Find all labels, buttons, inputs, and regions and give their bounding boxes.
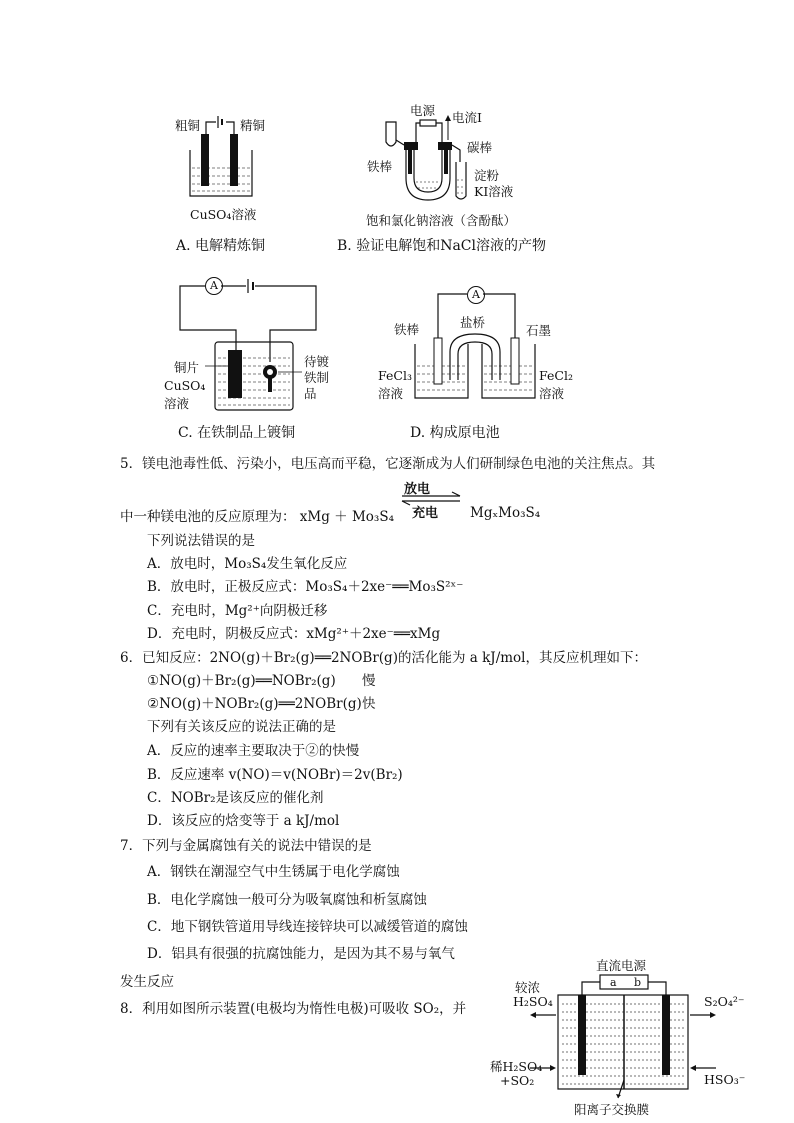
ammeter-d: A — [467, 286, 485, 304]
iron-rod-label-d: 铁棒 — [394, 322, 420, 337]
graphite-label: 石墨 — [526, 323, 552, 338]
hso3-label: HSO₃⁻ — [704, 1072, 746, 1087]
q5-option-d: D．充电时，阴极反应式：xMg²⁺＋2xe⁻══xMg — [147, 626, 441, 642]
q7-option-c: C．地下钢铁管道用导线连接锌块可以减缓管道的腐蚀 — [147, 919, 468, 935]
q6-option-a: A．反应的速率主要取决于②的快慢 — [147, 743, 360, 759]
q8-line1: 8．利用如图所示装置(电极均为惰性电极)可吸收 SO₂，并 — [120, 1001, 467, 1017]
plated-label-2: 铁制 — [304, 370, 330, 385]
q6-option-c: C．NOBr₂是该反应的催化剂 — [147, 790, 324, 806]
current-label: 电流I — [452, 110, 482, 125]
power-source-label: 电源 — [410, 103, 436, 118]
plated-label-3: 品 — [304, 386, 317, 401]
q5-product: MgₓMo₃S₄ — [470, 505, 541, 521]
q6-line1: 6．已知反应：2NO(g)＋Br₂(g)══2NOBr(g)的活化能为 a kJ/mol，其反应机理如下： — [120, 650, 647, 666]
q6-step2-speed: 快 — [362, 696, 376, 712]
pure-copper-label: 精铜 — [240, 118, 266, 133]
terminal-b: b — [634, 976, 642, 989]
q6-step2: ②NO(g)＋NOBr₂(g)══2NOBr(g) — [147, 696, 362, 712]
q7-line1: 7．下列与金属腐蚀有关的说法中错误的是 — [120, 838, 372, 854]
q6-stem: 下列有关该反应的说法正确的是 — [147, 719, 336, 735]
carbon-rod-label: 碳棒 — [467, 140, 493, 155]
ki-solution-label: KI溶液 — [474, 184, 514, 199]
solution-left-label: 溶液 — [378, 386, 404, 401]
q5-option-b: B．放电时，正极反应式：Mo₃S₄＋2xe⁻══Mo₃S²ˣ⁻ — [147, 579, 464, 595]
dc-power-label: 直流电源 — [596, 958, 647, 973]
caption-c: C. 在铁制品上镀铜 — [178, 425, 296, 441]
cuso4-solution-label: CuSO₄溶液 — [190, 207, 257, 222]
caption-b: B. 验证电解饱和NaCl溶液的产物 — [337, 238, 546, 254]
q5-arrow-charge: 充电 — [412, 506, 439, 521]
dilute-h2so4-label: 稀H₂SO₄ — [490, 1059, 543, 1074]
caption-d: D. 构成原电池 — [410, 425, 500, 441]
q7-continuation: 发生反应 — [120, 974, 174, 990]
q6-option-d: D．该反应的焓变等于 a kJ/mol — [147, 813, 340, 829]
solution-right-label: 溶液 — [539, 386, 565, 401]
q5-line1: 5．镁电池毒性低、污染小，电压高而平稳，它逐渐成为人们研制绿色电池的关注焦点。其 — [120, 456, 656, 472]
q7-option-b: B．电化学腐蚀一般可分为吸氧腐蚀和析氢腐蚀 — [147, 892, 427, 908]
q5-arrow-discharge: 放电 — [404, 482, 431, 497]
fecl2-label: FeCl₂ — [539, 368, 573, 383]
q7-option-d: D．铝具有很强的抗腐蚀能力，是因为其不易与氧气 — [147, 946, 455, 962]
so2-in-label: +SO₂ — [500, 1073, 535, 1088]
solution-label-c: 溶液 — [164, 396, 190, 411]
h2so4-out-label: H₂SO₄ — [513, 994, 553, 1009]
crude-copper-label: 粗铜 — [175, 118, 201, 133]
copper-sheet-label: 铜片 — [174, 360, 200, 375]
q6-option-b: B．反应速率 v(NO)＝v(NOBr)＝2v(Br₂) — [147, 767, 403, 783]
q7-option-a: A．钢铁在潮湿空气中生锈属于电化学腐蚀 — [147, 864, 400, 880]
caption-a: A. 电解精炼铜 — [176, 238, 266, 254]
iron-rod-label: 铁棒 — [367, 159, 393, 174]
fecl3-label: FeCl₃ — [378, 368, 412, 383]
s2o4-label: S₂O₄²⁻ — [704, 994, 745, 1009]
cuso4-label: CuSO₄ — [164, 378, 206, 393]
q6-step1-speed: 慢 — [362, 673, 376, 689]
q5-option-c: C．充电时，Mg²⁺向阴极迁移 — [147, 603, 328, 619]
concentrated-label: 较浓 — [515, 980, 541, 995]
q6-step1: ①NO(g)＋Br₂(g)══NOBr₂(g) — [147, 673, 336, 689]
starch-label: 淀粉 — [474, 168, 500, 183]
terminal-a: a — [610, 976, 617, 989]
plated-label-1: 待镀 — [304, 354, 330, 369]
salt-bridge-label: 盐桥 — [460, 315, 486, 330]
ammeter-c: A — [205, 277, 223, 295]
q5-stem: 下列说法错误的是 — [147, 533, 255, 549]
nacl-solution-label: 饱和氯化钠溶液（含酚酞） — [366, 213, 517, 228]
membrane-label: 阳离子交换膜 — [574, 1102, 650, 1117]
q5-equation-prefix: 中一种镁电池的反应原理为： xMg ＋ Mo₃S₄ — [120, 509, 394, 525]
q5-option-a: A．放电时，Mo₃S₄发生氧化反应 — [147, 556, 348, 572]
